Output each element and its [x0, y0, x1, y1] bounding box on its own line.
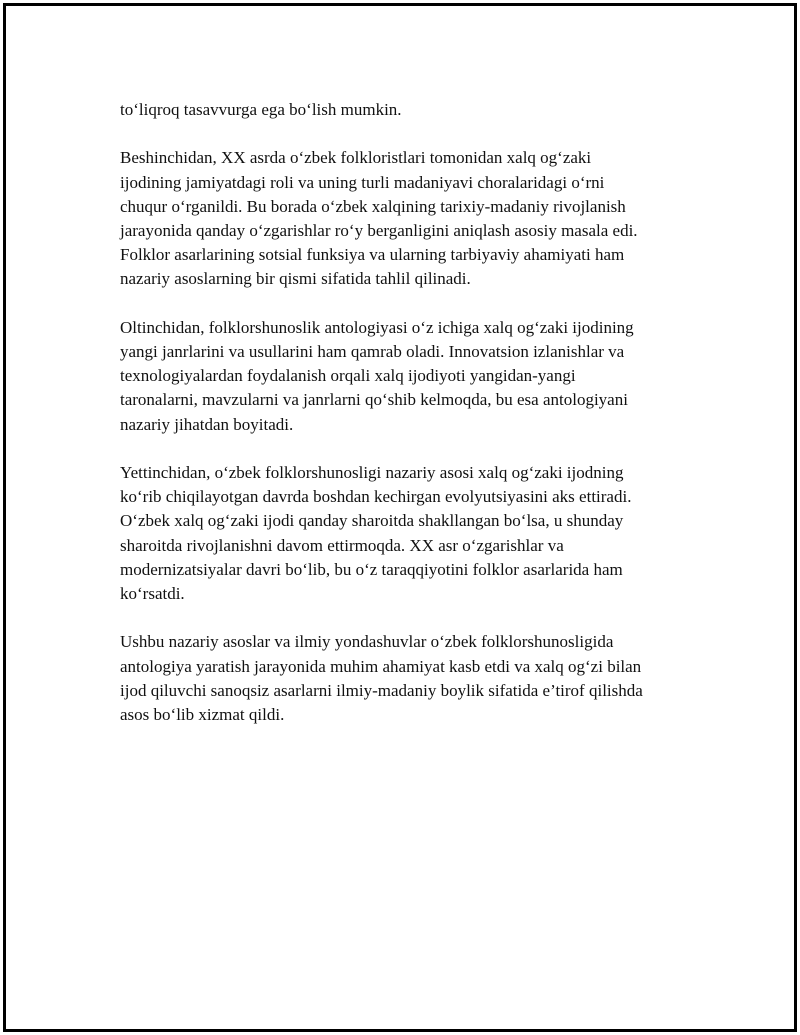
text-line: ko‘rib chiqilayotgan davrda boshdan kechirgan evolyutsiyasini aks ettiradi.	[120, 487, 632, 507]
text-line: nazariy asoslarning bir qismi sifatida tahlil qilinadi.	[120, 269, 471, 289]
text-line: chuqur o‘rganildi. Bu borada o‘zbek xalqining tarixiy-madaniy rivojlanish	[120, 196, 626, 216]
text-line: texnologiyalardan foydalanish orqali xalq ijodiyoti yangidan-yangi	[120, 366, 576, 386]
text-line: Yettinchidan, o‘zbek folklorshunosligi nazariy asosi xalq og‘zaki ijodning	[120, 463, 624, 482]
paragraph-seventh	[120, 461, 692, 606]
text-line: ko‘rsatdi.	[120, 584, 185, 604]
text-line: Oltinchidan, folklorshunoslik antologiyasi o‘z ichiga xalq og‘zaki ijodining	[120, 317, 634, 337]
paragraph-sixth	[120, 316, 692, 437]
text-line: sharoitda rivojlanishni davom ettirmoqda. XX asr o‘zgarishlar va	[120, 535, 564, 555]
paragraph-conclusion	[120, 630, 692, 727]
document-body	[120, 98, 692, 751]
page-border	[3, 3, 797, 1032]
text-line: Beshinchidan, XX asrda o‘zbek folkloristlari tomonidan xalq og‘zaki	[120, 148, 592, 168]
text-line: antologiya yaratish jarayonida muhim ahamiyat kasb etdi va xalq og‘zi bilan	[120, 656, 642, 676]
paragraph-fifth	[120, 146, 692, 291]
text-line: Ushbu nazariy asoslar va ilmiy yondashuvlar o‘zbek folklorshunosligida	[120, 632, 614, 652]
text-line: modernizatsiyalar davri bo‘lib, bu o‘z taraqqiyotini folklor asarlarida ham	[120, 559, 623, 579]
text-line: taronalarni, mavzularni va janrlarni qo‘shib kelmoqda, bu esa antologiyani	[120, 390, 628, 410]
text-line: to‘liqroq tasavvurga ega bo‘lish mumkin.	[120, 100, 402, 119]
text-line: jarayonida qanday o‘zgarishlar ro‘y berganligini aniqlash asosiy masala edi.	[120, 221, 638, 240]
text-line: nazariy jihatdan boyitadi.	[120, 414, 294, 434]
text-line: ijodining jamiyatdagi roli va uning turli madaniyavi choralaridagi o‘rni	[120, 172, 605, 192]
text-line: O‘zbek xalq og‘zaki ijodi qanday sharoitda shakllangan bo‘lsa, u shunday	[120, 511, 624, 531]
paragraph-continuation	[120, 98, 692, 122]
text-line: ijod qiluvchi sanoqsiz asarlarni ilmiy-madaniy boylik sifatida e’tirof qilishda	[120, 680, 643, 700]
text-line: asos bo‘lib xizmat qildi.	[120, 705, 285, 725]
text-line: Folklor asarlarining sotsial funksiya va ularning tarbiyaviy ahamiyati ham	[120, 245, 625, 265]
text-line: yangi janrlarini va usullarini ham qamrab oladi. Innovatsion izlanishlar va	[120, 342, 625, 361]
